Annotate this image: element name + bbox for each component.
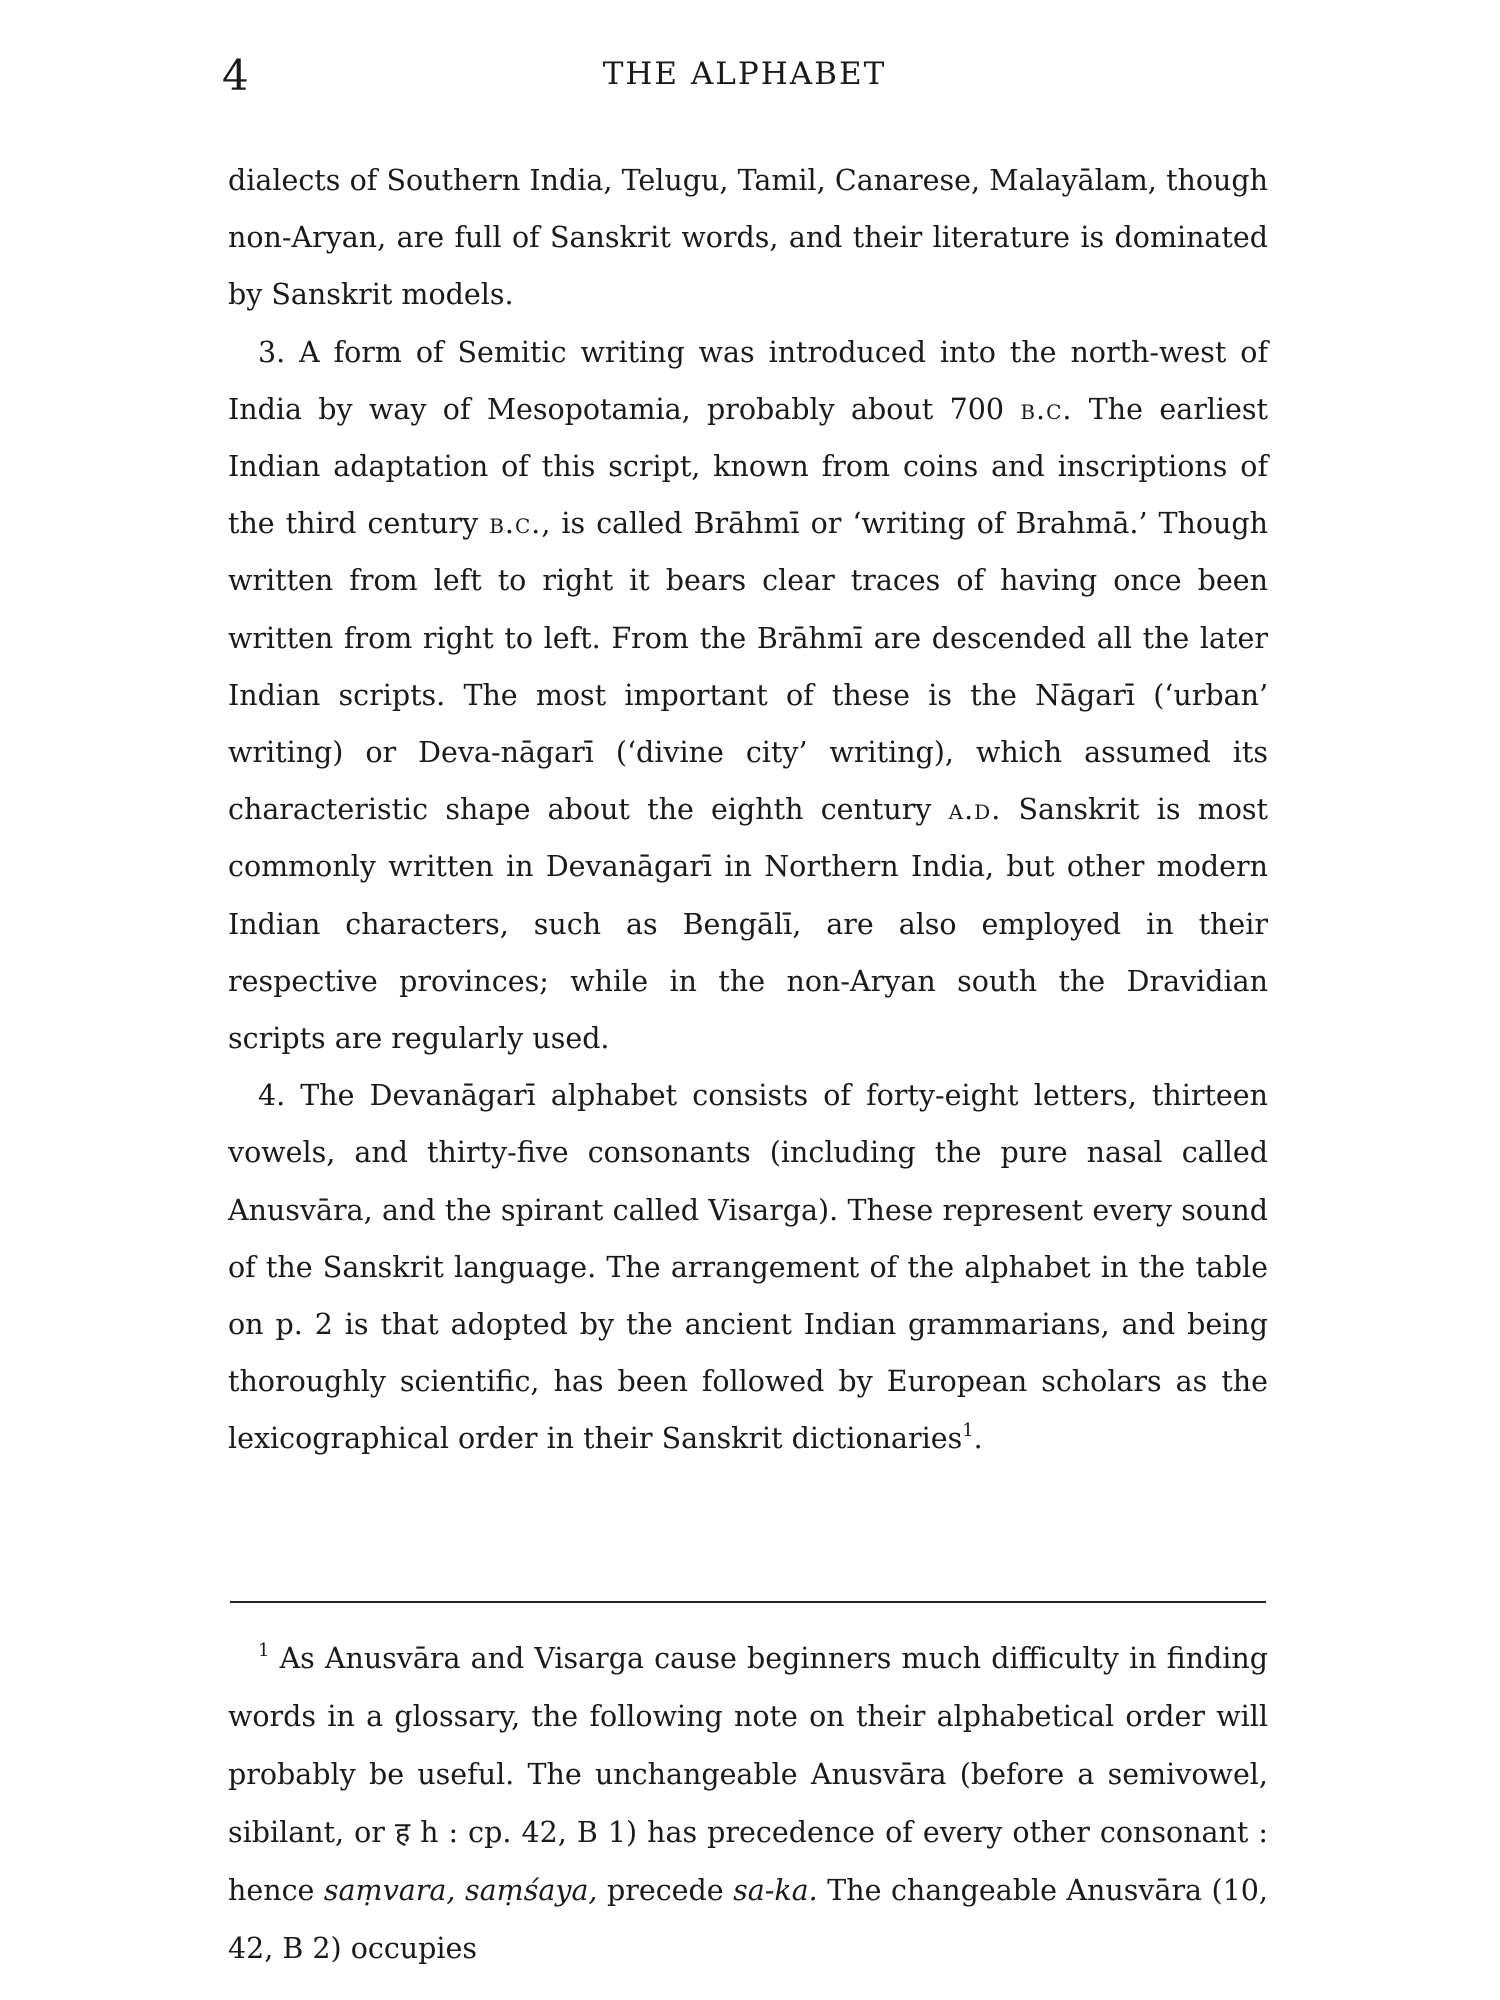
era-abbrev-bc: b.c.: [1020, 392, 1073, 426]
era-abbrev-bc: b.c.: [489, 507, 542, 541]
paragraph-1-text: dialects of Southern India, Telugu, Tamil, Canarese, Malayālam, though non-Aryan, are full of Sanskrit words, and their literature is dominated by Sanskrit models.: [228, 164, 1268, 312]
paragraph-2-text-b: The earliest Indian adaptation of this script, known from coins and inscriptions of the third century: [228, 392, 1268, 541]
footnote-text-a: As Anusvāra and Visarga cause beginners much difficulty in finding words in a glossary, the following note on their alphabetical order will probably be useful. The unchangeable Anusvāra (before a semivowel, sibilant, or ह h : cp. 42, B 1) has precedence of every other consonant : hence: [228, 1642, 1268, 1907]
footnote-reference[interactable]: 1: [962, 1420, 974, 1442]
paragraph-3-text: 4. The Devanāgarī alphabet consists of forty-eight letters, thirteen vowels, and thirty-five consonants (including the pure nasal called Anusvāra, and the spirant called Visarga). These represent every sound of the Sanskrit language. The arrangement of the alphabet in the table on p. 2 is that adopted by the ancient Indian grammarians, and being thoroughly scientific, has been followed by European scholars as the lexicographical order in their Sanskrit dictionaries: [228, 1079, 1268, 1456]
paragraph-section-3: [228, 324, 1268, 1068]
footnote-italic-terms: saṃvara, saṃśaya,: [323, 1874, 598, 1907]
footnote-divider: [230, 1601, 1266, 1603]
body-text: [228, 152, 1268, 1468]
footnote-marker: 1: [258, 1640, 270, 1661]
running-head: [222, 48, 1267, 108]
paragraph-continued: [228, 152, 1268, 324]
footnote-italic-term: sa-ka.: [733, 1874, 818, 1907]
paragraph-section-4: [228, 1067, 1268, 1467]
footnote-text-b: precede: [597, 1874, 734, 1907]
page-number: 4: [222, 51, 249, 100]
running-title: THE ALPHABET: [602, 56, 887, 92]
era-abbrev-ad: a.d.: [948, 793, 1002, 827]
footnote: [228, 1630, 1268, 1978]
footnote-text-c: The changeable Anusvāra (10, 42, B 2) occupies: [228, 1874, 1268, 1965]
paragraph-3-end: .: [973, 1422, 983, 1456]
paragraph-2-text-a: 3. A form of Semitic writing was introduced into the north-west of India by way of Mesopotamia, probably about 700: [228, 335, 1268, 426]
paragraph-2-text-c: , is called Brāhmī or ‘writing of Brahmā.’ Though written from left to right it bears clear traces of having once been written from right to left. From the Brāhmī are descended all the later Indian scripts. The most important of these is the Nāgarī (‘urban’ writing) or Deva-nāgarī (‘divine city’ writing), which assumed its characteristic shape about the eighth century: [228, 507, 1269, 827]
footnote-paragraph: [228, 1630, 1268, 1978]
paragraph-2-text-d: Sanskrit is most commonly written in Devanāgarī in Northern India, but other modern Indian characters, such as Bengālī, are also employed in their respective provinces; while in the non-Aryan south the Dravidian scripts are regularly used.: [228, 793, 1268, 1056]
